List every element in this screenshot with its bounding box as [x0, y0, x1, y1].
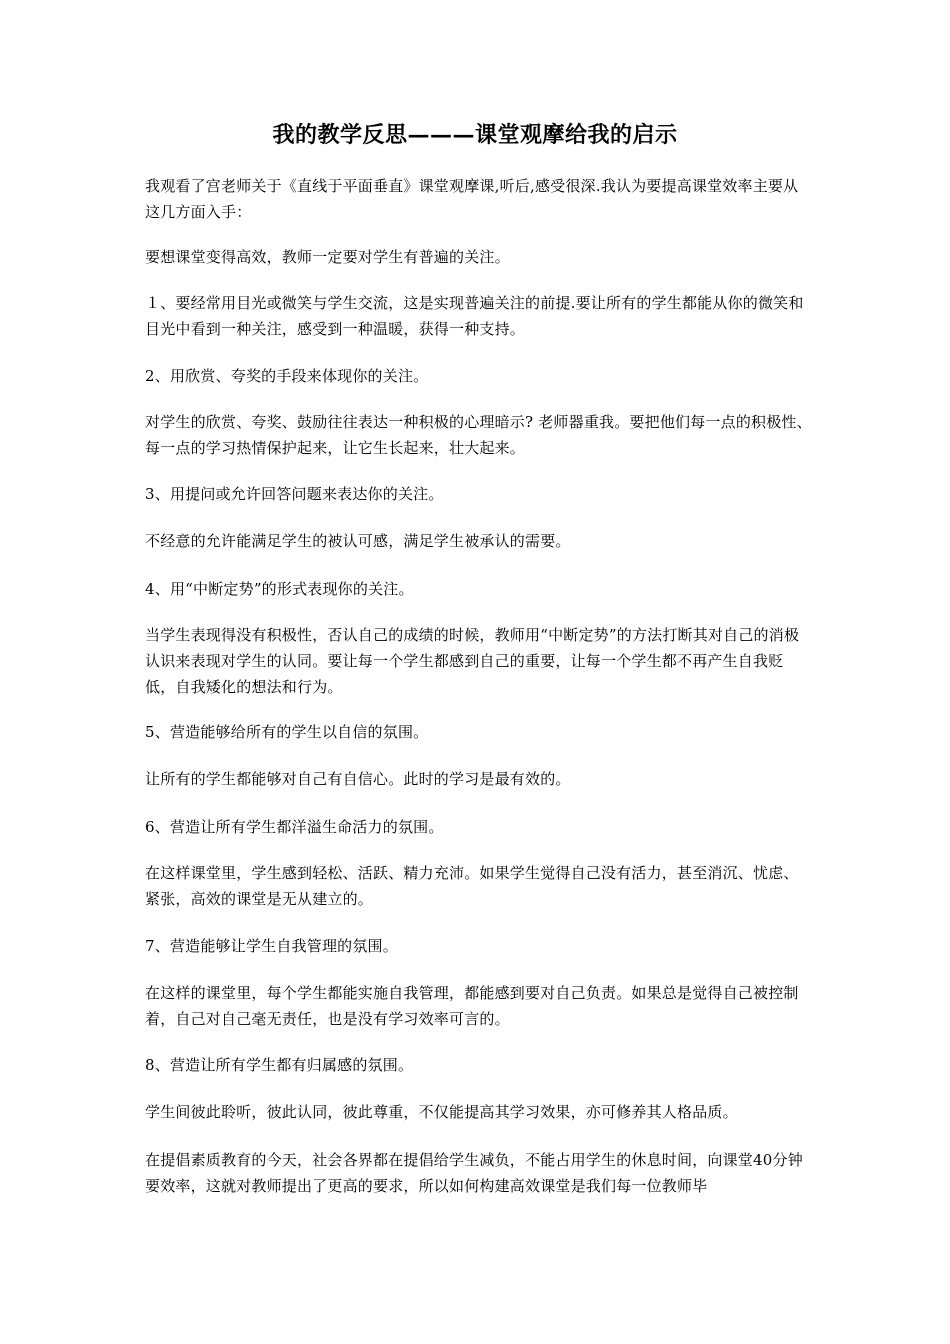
paragraph-point-2-heading: 2、用欣赏、夸奖的手段来体现你的关注。	[145, 367, 429, 385]
paragraph-point-6-heading: 6、营造让所有学生都洋溢生命活力的氛围。	[145, 818, 444, 836]
paragraph-point-3-heading: 3、用提问或允许回答问题来表达你的关注。	[145, 485, 444, 503]
paragraph-point-7-heading: 7、营造能够让学生自我管理的氛围。	[145, 937, 398, 955]
paragraph-main-point: 要想课堂变得高效，教师一定要对学生有普遍的关注。	[145, 248, 510, 266]
paragraph-point-4-heading: 4、用“中断定势”的形式表现你的关注。	[145, 580, 414, 598]
paragraph-point-2-body: 对学生的欣赏、夸奖、鼓励往往表达一种积极的心理暗示? 老师器重我。要把他们每一点的积极性、每一点的学习热情保护起来，让它生长起来，壮大起来。	[145, 413, 812, 457]
paragraph-point-1: １、要经常用目光或微笑与学生交流，这是实现普遍关注的前提.要让所有的学生都能从你的微笑和目光中看到一种关注，感受到一种温暖，获得一种支持。	[145, 294, 804, 338]
paragraph-point-8-heading: 8、营造让所有学生都有归属感的氛围。	[145, 1056, 414, 1074]
paragraph-point-8-body: 学生间彼此聆听，彼此认同，彼此尊重，不仅能提高其学习效果，亦可修养其人格品质。	[145, 1103, 738, 1121]
paragraph-conclusion: 在提倡素质教育的今天，社会各界都在提倡给学生减负，不能占用学生的休息时间，向课堂40分钟要效率，这就对教师提出了更高的要求，所以如何构建高效课堂是我们每一位教师毕	[145, 1151, 803, 1195]
paragraph-point-5-heading: 5、营造能够给所有的学生以自信的氛围。	[145, 723, 429, 741]
document-title: 我的教学反思———课堂观摩给我的启示	[272, 122, 678, 148]
paragraph-point-6-body: 在这样课堂里，学生感到轻松、活跃、精力充沛。如果学生觉得自己没有活力，甚至消沉、忧虑、紧张，高效的课堂是无从建立的。	[145, 864, 799, 908]
paragraph-point-5-body: 让所有的学生都能够对自己有自信心。此时的学习是最有效的。	[145, 770, 571, 788]
paragraph-point-4-body: 当学生表现得没有积极性，否认自己的成绩的时候，教师用“中断定势”的方法打断其对自己的消极认识来表现对学生的认同。要让每一个学生都感到自己的重要，让每一个学生都不再产生自我贬低，自我矮化的想法和行为。	[145, 626, 800, 696]
paragraph-point-3-body: 不经意的允许能满足学生的被认可感，满足学生被承认的需要。	[145, 532, 571, 550]
paragraph-intro: 我观看了宫老师关于《直线于平面垂直》课堂观摩课,听后,感受很深.我认为要提高课堂效率主要从这几方面入手：	[145, 177, 799, 221]
paragraph-point-7-body: 在这样的课堂里，每个学生都能实施自我管理，都能感到要对自己负责。如果总是觉得自己被控制着，自己对自己毫无责任，也是没有学习效率可言的。	[145, 984, 799, 1028]
